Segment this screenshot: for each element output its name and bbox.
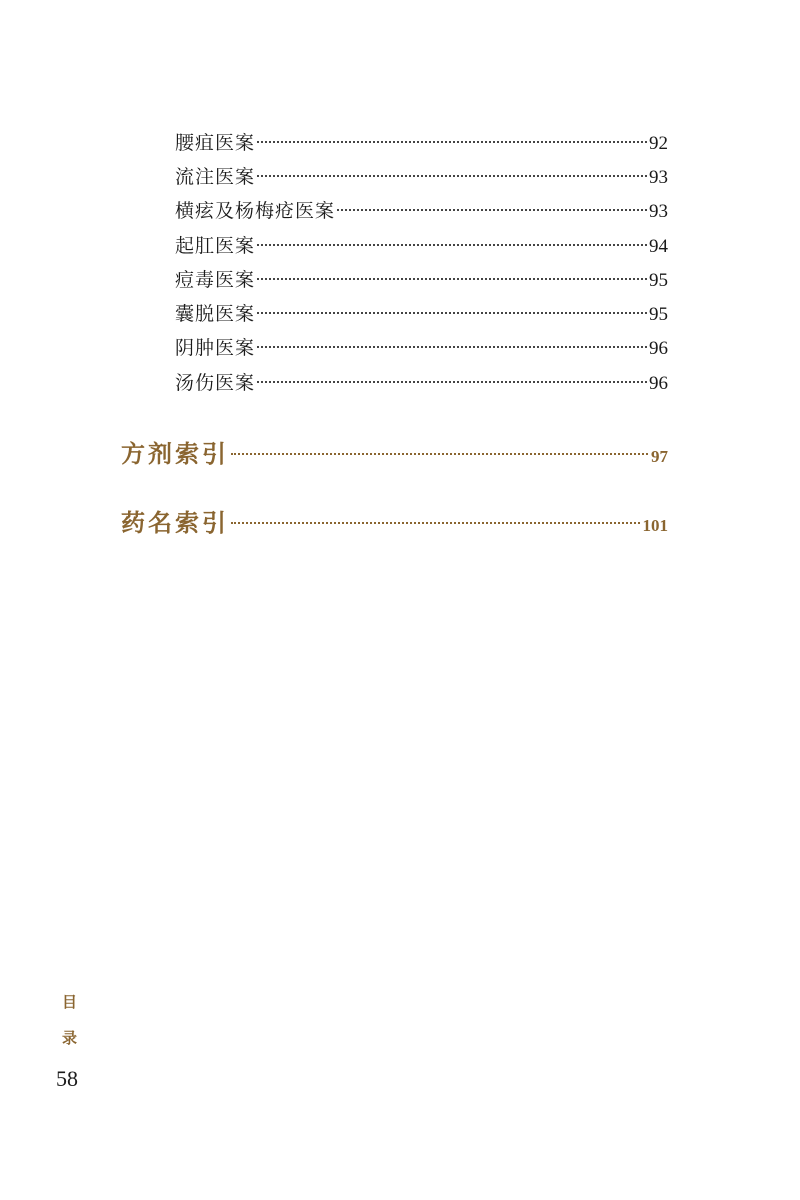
toc-entry[interactable] <box>175 231 668 261</box>
toc-entry[interactable] <box>175 368 668 398</box>
dot-leader <box>257 244 647 246</box>
toc-entry[interactable] <box>175 299 668 329</box>
toc-entry-title: 腰疽医案 <box>175 132 256 154</box>
dot-leader <box>231 453 648 455</box>
toc-entry[interactable] <box>175 265 668 295</box>
dot-leader <box>257 312 647 314</box>
toc-section-title: 方剂索引 <box>121 439 229 468</box>
dot-leader <box>257 141 647 143</box>
toc-entry-page-number: 95 <box>649 270 668 291</box>
toc-entry-title: 阴肿医案 <box>175 337 256 359</box>
toc-entry-page-number: 92 <box>649 133 668 154</box>
toc-section[interactable] <box>121 503 668 543</box>
running-header-char: 录 <box>62 1029 78 1047</box>
toc-entry-title: 流注医案 <box>175 166 256 188</box>
toc-entry-page-number: 96 <box>649 373 668 394</box>
toc-section[interactable] <box>121 434 668 474</box>
dot-leader <box>257 278 647 280</box>
toc-section-page-number: 97 <box>651 447 668 466</box>
toc-entry-title: 痘毒医案 <box>175 269 256 291</box>
dot-leader <box>231 522 640 524</box>
dot-leader <box>257 175 647 177</box>
toc-entry-page-number: 93 <box>649 201 668 222</box>
toc-entry-title: 汤伤医案 <box>175 372 256 394</box>
running-header-char: 目 <box>62 993 78 1011</box>
toc-section-title: 药名索引 <box>121 508 229 537</box>
page-number: 58 <box>56 1066 78 1091</box>
toc-entry[interactable] <box>175 162 668 192</box>
toc-entry-page-number: 95 <box>649 304 668 325</box>
dot-leader <box>257 381 647 383</box>
toc-entry[interactable] <box>175 196 668 226</box>
toc-entry-page-number: 96 <box>649 338 668 359</box>
toc-entry-title: 横痃及杨梅疮医案 <box>175 200 336 222</box>
toc-entry[interactable] <box>175 128 668 158</box>
toc-entry-page-number: 93 <box>649 167 668 188</box>
dot-leader <box>337 209 647 211</box>
toc-entry-title: 囊脱医案 <box>175 303 256 325</box>
toc-entry-page-number: 94 <box>649 236 668 257</box>
dot-leader <box>257 346 647 348</box>
toc-section-page-number: 101 <box>642 516 668 535</box>
toc-entry[interactable] <box>175 333 668 363</box>
toc-entry-title: 起肛医案 <box>175 235 256 257</box>
